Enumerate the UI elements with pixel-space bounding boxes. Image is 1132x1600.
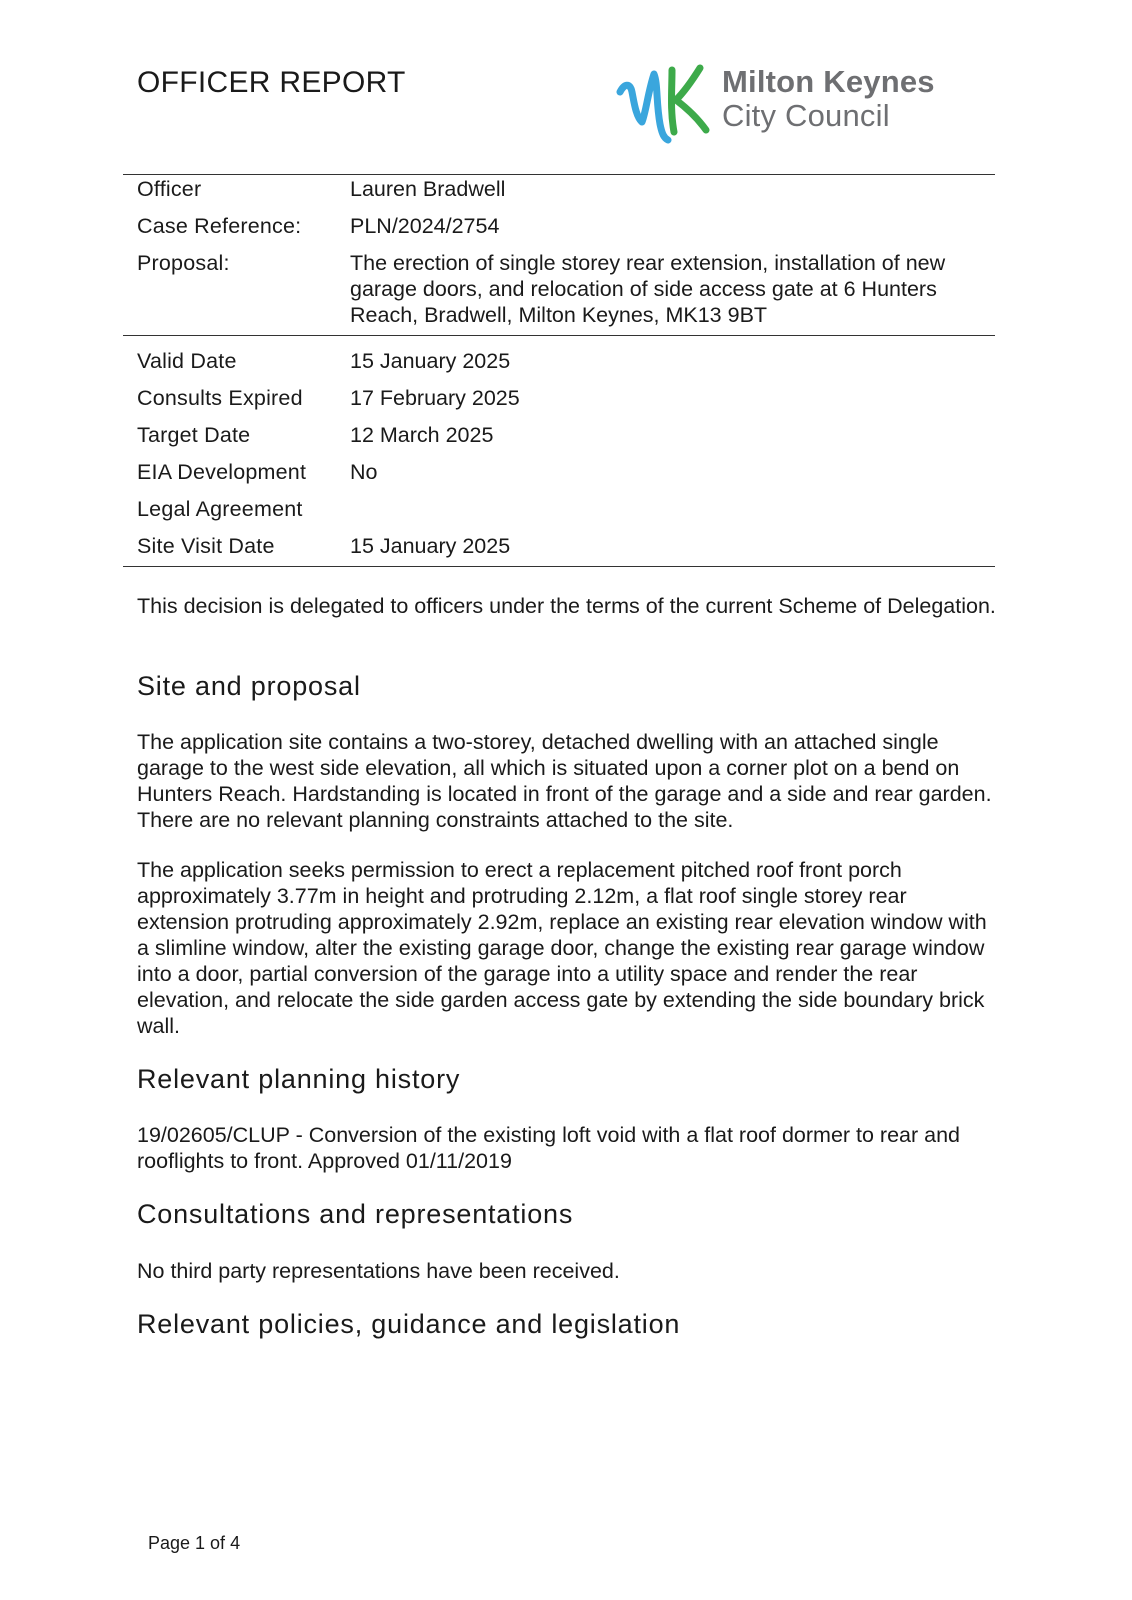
detail-label: Consults Expired xyxy=(137,386,303,410)
detail-value: No xyxy=(350,460,378,484)
logo-line-1: Milton Keynes xyxy=(722,64,935,99)
detail-label: Proposal: xyxy=(137,251,230,275)
detail-row-site-visit-date xyxy=(137,533,997,559)
site-paragraph-1: The application site contains a two-storey, detached dwelling with an attached single garage to the west side elevation, all which is situated upon a corner plot on a bend on Hunters Reach. Hardstanding is located in front of the garage and a side and rear garden. There are no relevant planning constraints attached to the site. xyxy=(137,730,992,832)
detail-row-eia-development xyxy=(137,459,997,485)
detail-row-target-date xyxy=(137,422,997,448)
logo-line-2: City Council xyxy=(722,98,890,133)
detail-value: PLN/2024/2754 xyxy=(350,214,500,238)
detail-value: The erection of single storey rear extension, installation of new garage doors, and relocation of side access gate at 6 Hunters Reach, Bradwell, Milton Keynes, MK13 9BT xyxy=(350,251,946,327)
detail-label: Site Visit Date xyxy=(137,534,275,558)
detail-value: 15 January 2025 xyxy=(350,349,511,373)
details-group-1 xyxy=(137,176,997,339)
heading-planning-history: Relevant planning history xyxy=(137,1064,461,1094)
detail-value: 17 February 2025 xyxy=(350,386,520,410)
detail-label: EIA Development xyxy=(137,460,307,484)
detail-row-case-reference xyxy=(137,213,997,239)
logo-wordmark xyxy=(722,66,935,131)
mk-logo-icon xyxy=(616,62,716,146)
detail-label: Officer xyxy=(137,177,202,201)
details-group-2 xyxy=(137,348,997,570)
page-number: Page 1 of 4 xyxy=(148,1533,241,1553)
heading-consultations: Consultations and representations xyxy=(137,1199,574,1229)
detail-row-officer xyxy=(137,176,997,202)
detail-label: Target Date xyxy=(137,423,251,447)
consultations-paragraph-1: No third party representations have been received. xyxy=(137,1259,620,1283)
detail-row-legal-agreement xyxy=(137,496,997,522)
detail-value: 15 January 2025 xyxy=(350,534,511,558)
divider-bottom xyxy=(123,566,995,567)
heading-site-and-proposal: Site and proposal xyxy=(137,671,361,701)
detail-value: Lauren Bradwell xyxy=(350,177,506,201)
detail-row-valid-date xyxy=(137,348,997,374)
council-logo xyxy=(616,62,996,146)
detail-value: 12 March 2025 xyxy=(350,423,494,447)
site-paragraph-2: The application seeks permission to erect a replacement pitched roof front porch approximately 3.77m in height and protruding 2.12m, a flat roof single storey rear extension protruding approximately 2.92m, replace an existing rear elevation window with a slimline window, alter the existing garage door, change the existing rear garage window into a door, partial conversion of the garage into a utility space and render the rear elevation, and relocate the side garden access gate by extending the side boundary brick wall. xyxy=(137,858,987,1038)
divider-middle xyxy=(123,335,995,336)
detail-row-proposal xyxy=(137,250,997,328)
detail-label: Case Reference: xyxy=(137,214,302,238)
report-title: OFFICER REPORT xyxy=(137,66,406,99)
heading-policies: Relevant policies, guidance and legislation xyxy=(137,1309,681,1339)
detail-label: Valid Date xyxy=(137,349,237,373)
history-paragraph-1: 19/02605/CLUP - Conversion of the existing loft void with a flat roof dormer to rear and rooflights to front. Approved 01/11/2019 xyxy=(137,1123,961,1173)
detail-row-consults-expired xyxy=(137,385,997,411)
detail-label: Legal Agreement xyxy=(137,497,303,521)
divider-top xyxy=(123,174,995,175)
delegation-paragraph: This decision is delegated to officers under the terms of the current Scheme of Delegation. xyxy=(137,594,996,618)
